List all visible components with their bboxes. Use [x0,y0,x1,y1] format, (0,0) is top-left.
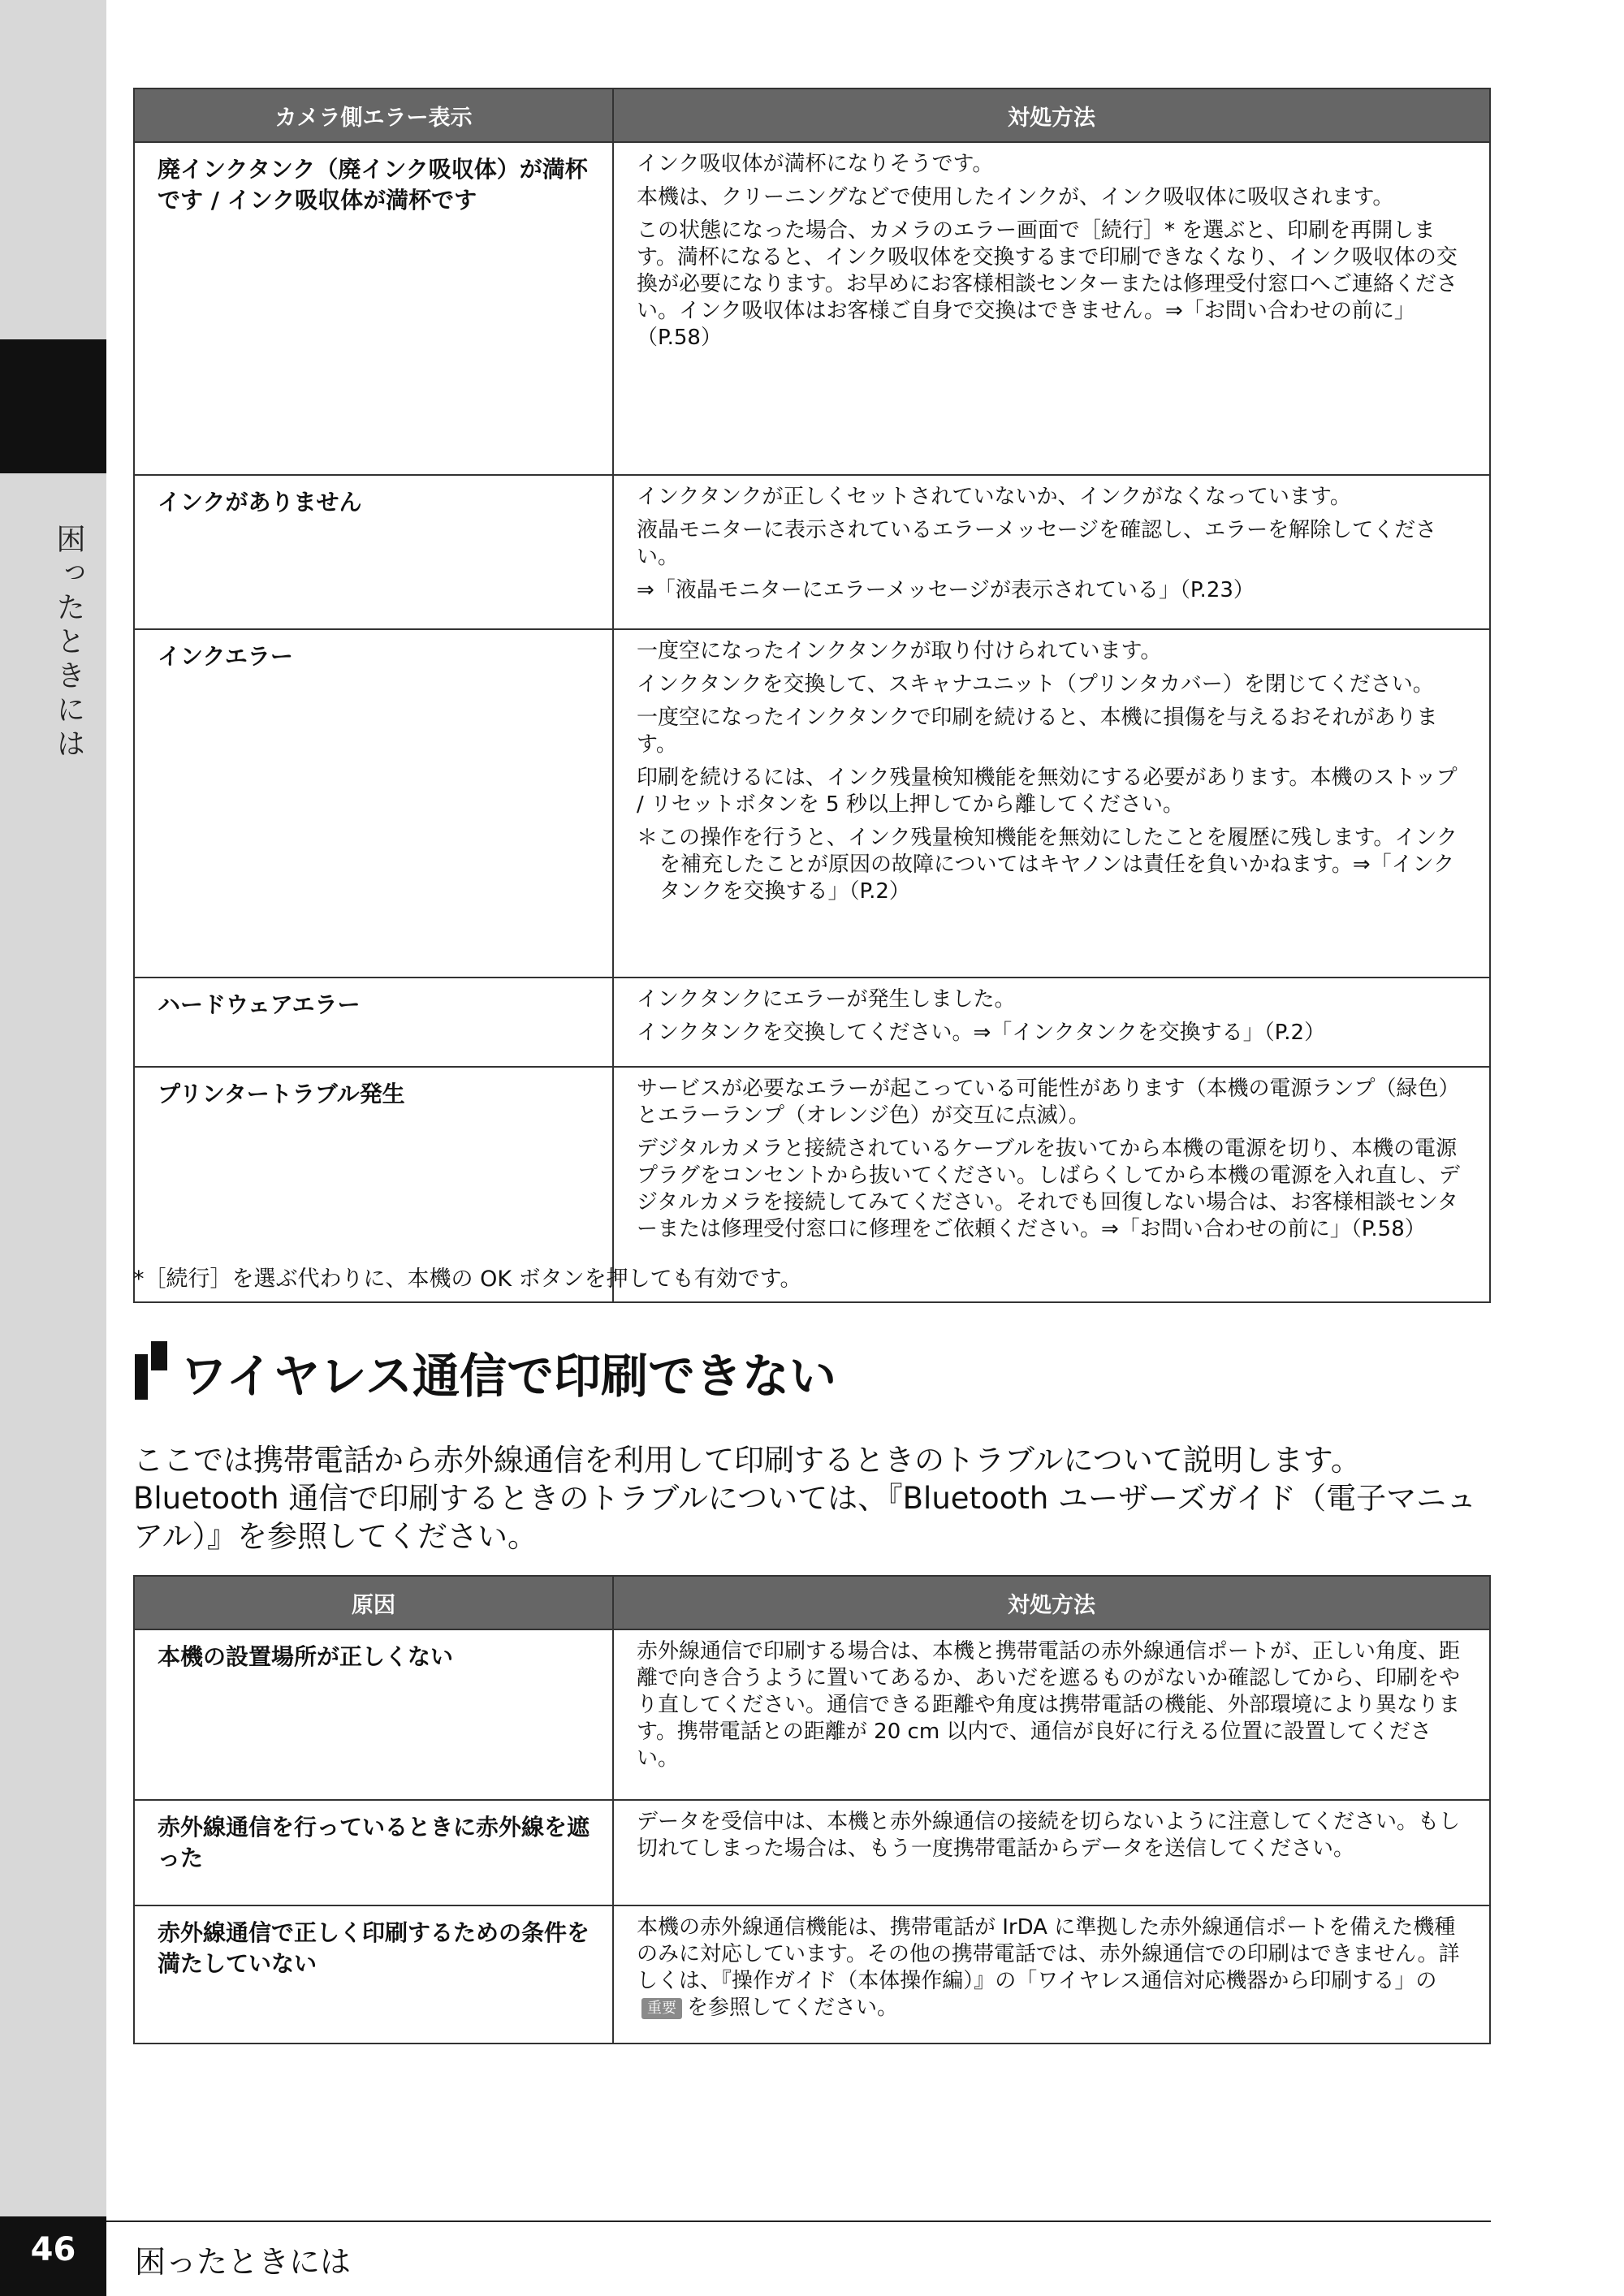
remedy-cell [613,1800,1490,1905]
remedy-cell [613,1905,1490,2044]
remedy-cell [613,978,1490,1067]
error-name: 廃インクタンク（廃インク吸収体）が満杯です / インク吸収体が満杯です [134,142,613,475]
chapter-side-label: 困ったときには [52,524,85,762]
remedy-text: インクタンクを交換してください。⇒「インクタンクを交換する」（P.2） [637,1021,1326,1045]
error-name: ハードウェアエラー [134,978,613,1067]
remedy-text: インクタンクが正しくセットされていないか、インクがなくなっています。 [637,485,1351,509]
header-camera-error: カメラ側エラー表示 [134,88,613,142]
section-intro: ここでは携帯電話から赤外線通信を利用して印刷するときのトラブルについて説明します。Bluetooth 通信で印刷するときのトラブルについては、『Bluetooth ユーザーズガイド（電子マニュアル）』を参照してください。 [133,1443,1477,1554]
section-title: ワイヤレス通信で印刷できない [180,1349,836,1404]
remedy-text: 本機は、クリーニングなどで使用したインクが、インク吸収体に吸収されます。 [637,185,1394,209]
error-name: インクがありません [134,475,613,629]
header-remedy: 対処方法 [613,1576,1490,1629]
remedy-text [637,1914,1468,2022]
remedy-cell [613,475,1490,629]
remedy-cell [613,1629,1490,1800]
cause-name: 本機の設置場所が正しくない [134,1629,613,1800]
page-number: 46 [30,2231,76,2268]
table-row [134,1905,1490,2044]
table-row [134,475,1490,629]
error-name: インクエラー [134,629,613,978]
remedy-text: インクタンクにエラーが発生しました。 [637,987,1016,1012]
wireless-trouble-table [133,1575,1491,2044]
remedy-text: 赤外線通信で印刷する場合は、本機と携帯電話の赤外線通信ポートが、正しい角度、距離で向き合うように置いてあるか、あいだを遮るものがないか確認してから、印刷をやり直してください。通信できる距離や角度は携帯電話の機能、外部環境により異なります。携帯電話との距離が 20 cm 以内で、通信が良好に行える位置に設置してください。 [637,1639,1461,1771]
footnote: *［続行］を選ぶ代わりに、本機の OK ボタンを押しても有効です。 [133,1267,802,1292]
cause-name: 赤外線通信で正しく印刷するための条件を満たしていない [134,1905,613,2044]
chapter-tab-marker [0,339,106,473]
remedy-cell [613,142,1490,475]
remedy-text: インクタンクを交換して、スキャナユニット（プリンタカバー）を閉じてください。 [637,672,1434,697]
table-row [134,142,1490,475]
cause-name: 赤外線通信を行っているときに赤外線を遮った [134,1800,613,1905]
remedy-text: 一度空になったインクタンクが取り付けられています。 [637,639,1162,663]
footer-chapter: 困ったときには [135,2244,352,2280]
table-row [134,629,1490,978]
header-remedy: 対処方法 [613,88,1490,142]
remedy-text: 液晶モニターに表示されているエラーメッセージを確認し、エラーを解除してください。 [637,518,1437,569]
remedy-text: インク吸収体が満杯になりそうです。 [637,152,994,176]
table-row [134,1629,1490,1800]
remedy-text-after: を参照してください。 [687,1996,899,2020]
camera-error-table [133,88,1491,1303]
important-icon: 重要 [641,1998,682,2019]
remedy-text: サービスが必要なエラーが起こっている可能性があります（本機の電源ランプ（緑色）とエラーランプ（オレンジ色）が交互に点滅）。 [637,1077,1460,1128]
remedy-text: この状態になった場合、カメラのエラー画面で［続行］* を選ぶと、印刷を再開します。満杯になると、インク吸収体を交換するまで印刷できなくなり、インク吸収体の交換が必要になります。お早めにお客様相談センターまたは修理受付窓口へご連絡ください。インク吸収体はお客様ご自身で交換はできません。⇒「お問い合わせの前に」（P.58） [637,218,1458,350]
remedy-text: デジタルカメラと接続されているケーブルを抜いてから本機の電源を切り、本機の電源プラグをコンセントから抜いてください。しばらくしてから本機の電源を入れ直し、デジタルカメラを接続してみてください。それでも回復しない場合は、お客様相談センターまたは修理受付窓口に修理をご依頼ください。⇒「お問い合わせの前に」（P.58） [637,1137,1461,1241]
header-cause: 原因 [134,1576,613,1629]
table-row [134,1800,1490,1905]
remedy-text: データを受信中は、本機と赤外線通信の接続を切らないように注意してください。もし切れてしまった場合は、もう一度携帯電話からデータを送信してください。 [637,1810,1461,1861]
section-marker-icon [135,1341,167,1400]
remedy-text: ⇒「液晶モニターにエラーメッセージが表示されている」（P.23） [637,578,1255,602]
remedy-text: 一度空になったインクタンクで印刷を続けると、本機に損傷を与えるおそれがあります。 [637,706,1438,757]
footer-divider [106,2220,1491,2222]
remedy-cell [613,629,1490,978]
remedy-text-before: 本機の赤外線通信機能は、携帯電話が IrDA に準拠した赤外線通信ポートを備えた機種のみに対応しています。その他の携帯電話では、赤外線通信での印刷はできません。詳しくは、『操作ガイド（本体操作編）』の「ワイヤレス通信対応機器から印刷する」の [637,1915,1460,1993]
table-row [134,978,1490,1067]
remedy-text: 印刷を続けるには、インク残量検知機能を無効にする必要があります。本機のストップ / リセットボタンを 5 秒以上押してから離してください。 [637,766,1458,817]
remedy-note: ＊この操作を行うと、インク残量検知機能を無効にしたことを履歴に残します。インクを補充したことが原因の故障についてはキヤノンは責任を負いかねます。⇒「インクタンクを交換する」（P.2） [637,826,1458,904]
error-name: プリンタートラブル発生 [134,1067,613,1302]
